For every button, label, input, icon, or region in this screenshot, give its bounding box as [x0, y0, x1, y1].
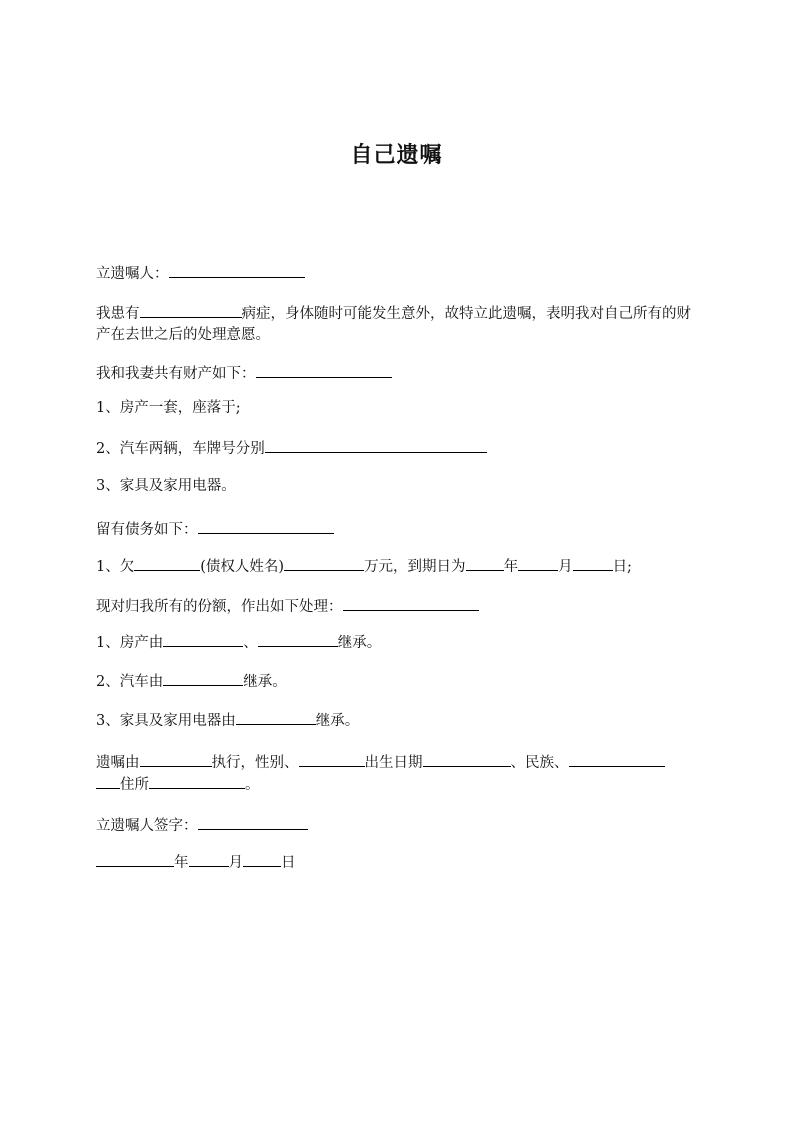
creditor-blank[interactable] [134, 555, 200, 571]
executor-ethnicity-blank-cont[interactable] [96, 773, 120, 789]
executor-execute: 执行，性别、 [211, 755, 299, 771]
debt-amount-unit: 万元，到期日为 [364, 559, 466, 575]
inherit-house-prefix: 1、房产由 [96, 635, 164, 651]
disposal-label: 现对归我所有的份额，作出如下处理： [96, 599, 343, 615]
executor-prefix: 遗嘱由 [96, 755, 140, 771]
inherit-car-line [96, 670, 700, 693]
debt-day-blank[interactable] [573, 555, 613, 571]
executor-ethnicity-label: 、民族、 [510, 755, 569, 771]
furniture-heir-blank[interactable] [236, 709, 316, 725]
executor-ethnicity-blank[interactable] [569, 751, 665, 767]
illness-suffix: 病症，身体随时可能发生意外，故特立此遗嘱，表明我对自己所有的财产在去世之后的处理意愿。 [96, 306, 691, 343]
date-day-label: 日 [281, 855, 296, 871]
inherit-furniture-suffix: 继承。 [315, 713, 360, 729]
debts-label: 留有债务如下： [96, 522, 198, 538]
property-item-furniture-text: 3、家具及家用电器。 [96, 478, 236, 494]
property-item-furniture [96, 476, 700, 497]
heir-separator: 、 [243, 635, 258, 651]
debt-day-label: 日; [612, 559, 632, 575]
car-heir-blank[interactable] [163, 670, 243, 686]
plate-number-blank[interactable] [265, 437, 487, 453]
testator-line [96, 262, 700, 285]
illness-prefix: 我患有 [96, 306, 140, 322]
date-year-blank[interactable] [96, 851, 174, 867]
date-line [96, 851, 700, 874]
signature-line [96, 814, 700, 837]
date-month-blank[interactable] [189, 851, 229, 867]
property-item-car-text: 2、汽车两辆，车牌号分别 [96, 441, 265, 457]
joint-property-blank[interactable] [256, 362, 392, 378]
inherit-furniture-prefix: 3、家具及家用电器由 [96, 713, 236, 729]
inherit-car-prefix: 2、汽车由 [96, 674, 164, 690]
executor-address-blank[interactable] [149, 773, 245, 789]
inherit-house-suffix: 继承。 [337, 635, 382, 651]
debts-blank[interactable] [198, 518, 334, 534]
testator-name-blank[interactable] [169, 262, 305, 278]
debt-prefix: 1、欠 [96, 559, 135, 575]
inherit-house-line [96, 631, 700, 654]
executor-line-2 [96, 773, 700, 796]
executor-birth-blank[interactable] [423, 751, 511, 767]
date-month-label: 月 [228, 855, 243, 871]
property-item-house [96, 398, 700, 419]
debt-year-blank[interactable] [466, 555, 504, 571]
property-item-house-text: 1、房产一套，座落于; [96, 400, 241, 416]
date-year-label: 年 [174, 855, 189, 871]
inherit-furniture-line [96, 709, 700, 732]
joint-property-label: 我和我妻共有财产如下： [96, 366, 256, 382]
debt-month-blank[interactable] [518, 555, 558, 571]
illness-blank[interactable] [140, 302, 242, 318]
executor-end: 。 [245, 777, 260, 793]
debts-line [96, 518, 700, 541]
executor-address-label: 住所 [120, 777, 149, 793]
house-heir-1-blank[interactable] [163, 631, 243, 647]
testator-label: 立遗嘱人： [96, 266, 169, 282]
executor-gender-blank[interactable] [299, 751, 365, 767]
executor-name-blank[interactable] [140, 751, 212, 767]
debt-year-label: 年 [503, 559, 519, 575]
property-item-car [96, 437, 700, 460]
executor-line [96, 751, 700, 774]
page-title: 自己遗嘱 [350, 143, 443, 168]
signature-blank[interactable] [198, 814, 308, 830]
date-day-blank[interactable] [243, 851, 281, 867]
illness-paragraph [96, 302, 700, 346]
disposal-line [96, 595, 700, 618]
disposal-blank[interactable] [343, 595, 479, 611]
joint-property-line [96, 362, 700, 385]
executor-birth-label: 出生日期 [364, 755, 423, 771]
signature-label: 立遗嘱人签字： [96, 818, 198, 834]
debt-item-line [96, 555, 700, 578]
debt-amount-blank[interactable] [284, 555, 364, 571]
house-heir-2-blank[interactable] [258, 631, 338, 647]
debt-month-label: 月 [558, 559, 573, 575]
creditor-note: (债权人姓名) [200, 559, 285, 575]
inherit-car-suffix: 继承。 [243, 674, 287, 690]
